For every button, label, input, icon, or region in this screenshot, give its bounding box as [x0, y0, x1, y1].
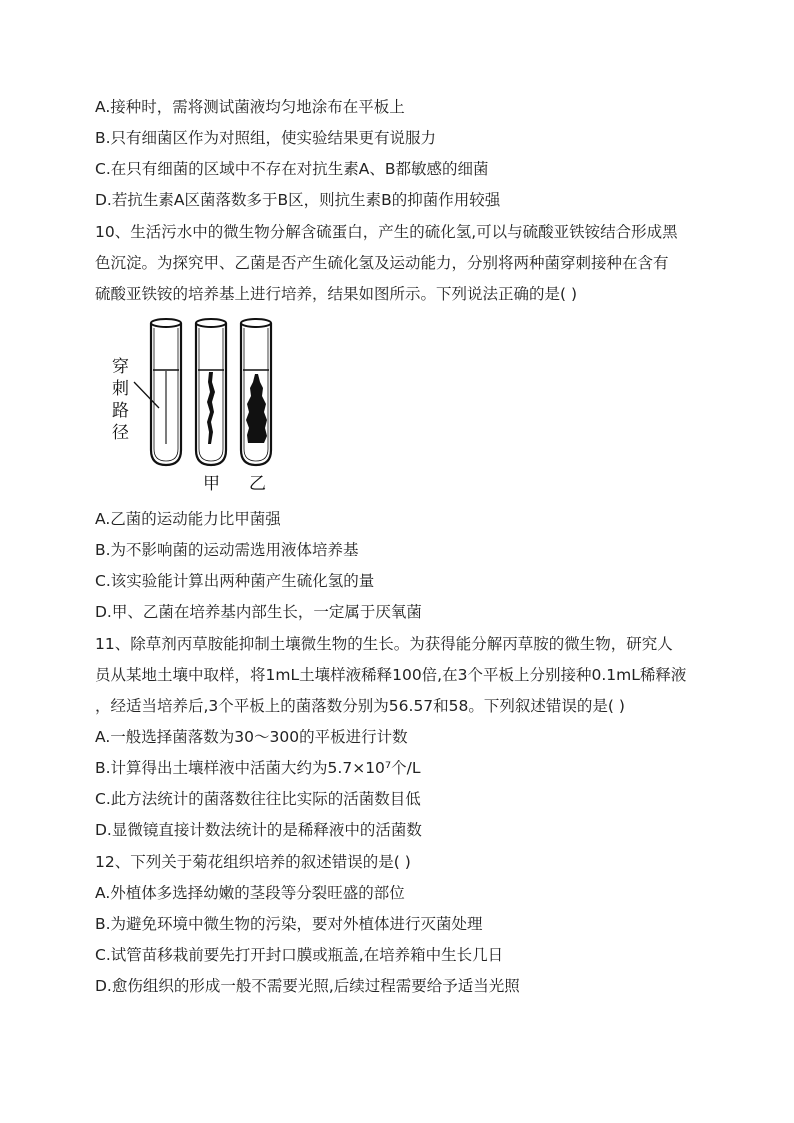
tube-label-yi: 乙: [249, 474, 266, 494]
q11-stem-line-2: 员从某地土壤中取样，将1mL土壤样液稀释100倍,在3个平板上分别接种0.1mL稀释液: [95, 666, 687, 684]
q11-stem-line-3: ，经适当培养后,3个平板上的菌落数分别为56.57和58。下列叙述错误的是( ): [95, 697, 625, 715]
q10-option-c: C.该实验能计算出两种菌产生硫化氢的量: [95, 572, 375, 590]
path-label-char-4: 径: [112, 423, 129, 443]
test-tube-yi: [241, 319, 271, 465]
q12-stem-line-1: 12、下列关于菊花组织培养的叙述错误的是( ): [95, 853, 411, 871]
q11-option-d: D.显微镜直接计数法统计的是稀释液中的活菌数: [95, 821, 422, 839]
q12-option-b: B.为避免环境中微生物的污染，要对外植体进行灭菌处理: [95, 915, 483, 933]
tube-label-jia: 甲: [203, 474, 220, 494]
q9-option-b: B.只有细菌区作为对照组，使实验结果更有说服力: [95, 129, 437, 147]
test-tube-jia: [196, 319, 226, 465]
q10-option-b: B.为不影响菌的运动需选用液体培养基: [95, 541, 359, 559]
q12-option-d: D.愈伤组织的形成一般不需要光照,后续过程需要给予适当光照: [95, 977, 520, 995]
q9-option-d: D.若抗生素A区菌落数多于B区，则抗生素B的抑菌作用较强: [95, 191, 501, 209]
q11-stem-line-1: 11、除草剂丙草胺能抑制土壤微生物的生长。为获得能分解丙草胺的微生物，研究人: [95, 635, 673, 653]
q11-option-a: A.一般选择菌落数为30～300的平板进行计数: [95, 728, 408, 746]
q10-stem-line-2: 色沉淀。为探究甲、乙菌是否产生硫化氢及运动能力，分别将两种菌穿刺接种在含有: [95, 254, 669, 272]
q11-option-c: C.此方法统计的菌落数往往比实际的活菌数目低: [95, 790, 421, 808]
path-label-char-2: 刺: [112, 379, 129, 399]
q10-stem-line-3: 硫酸亚铁铵的培养基上进行培养，结果如图所示。下列说法正确的是( ): [95, 285, 578, 303]
q10-test-tube-figure: [108, 316, 293, 494]
q11-option-b: B.计算得出土壤样液中活菌大约为5.7×10⁷个/L: [95, 759, 421, 777]
path-label-char-3: 路: [112, 401, 129, 421]
test-tube-control: [151, 319, 181, 465]
q12-option-a: A.外植体多选择幼嫩的茎段等分裂旺盛的部位: [95, 884, 405, 902]
q9-option-c: C.在只有细菌的区域中不存在对抗生素A、B都敏感的细菌: [95, 160, 489, 178]
path-label-char-1: 穿: [112, 357, 129, 377]
q10-option-a: A.乙菌的运动能力比甲菌强: [95, 510, 281, 528]
q9-option-a: A.接种时，需将测试菌液均匀地涂布在平板上: [95, 98, 405, 116]
q10-option-d: D.甲、乙菌在培养基内部生长，一定属于厌氧菌: [95, 603, 422, 621]
leader-line: [134, 382, 159, 408]
q10-stem-line-1: 10、生活污水中的微生物分解含硫蛋白，产生的硫化氢,可以与硫酸亚铁铵结合形成黑: [95, 223, 678, 241]
q12-option-c: C.试管苗移栽前要先打开封口膜或瓶盖,在培养箱中生长几日: [95, 946, 504, 964]
